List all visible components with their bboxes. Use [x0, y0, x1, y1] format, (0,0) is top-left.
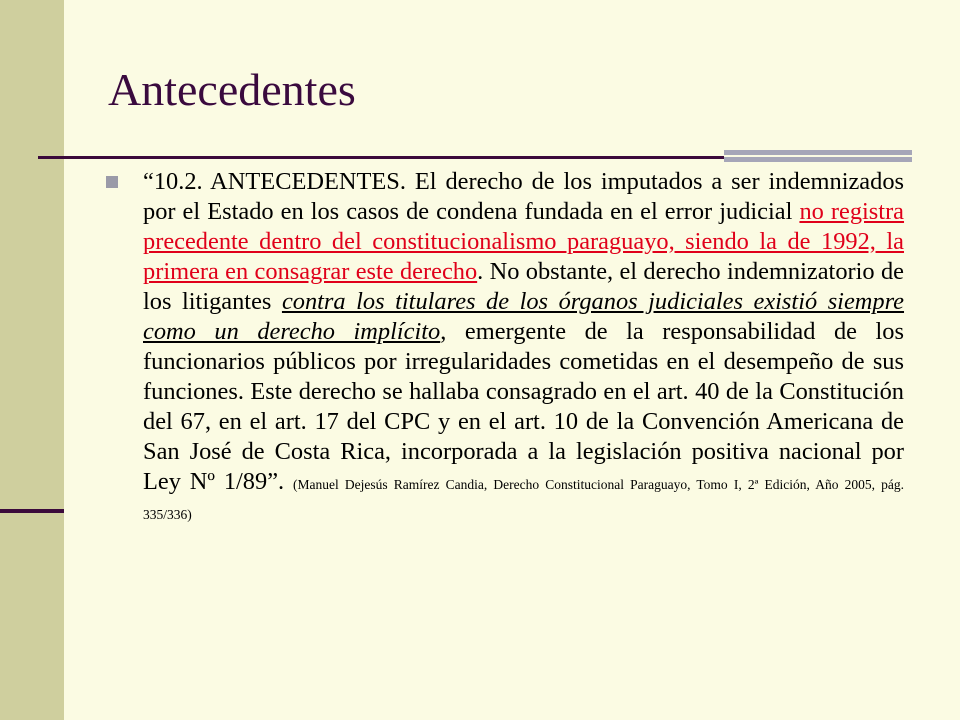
left-band-divider — [0, 509, 64, 513]
slide-title: Antecedentes — [108, 64, 356, 115]
left-decorative-band — [0, 0, 64, 720]
quote-citation: (Manuel Dejesús Ramírez Candia, Derecho Constitucional Paraguayo, Tomo I, 2ª Edición, Año 2005, pág. 335/336) — [143, 477, 904, 522]
bullet-square-icon — [106, 176, 118, 188]
title-underline — [38, 156, 724, 159]
quote-paragraph — [143, 167, 904, 527]
quote-text-part3: , emergente de la responsabilidad de los funcionarios públicos por irregularidades cometidas en el desempeño de sus funciones. Este derecho se hallaba consagrado en el art. 40 de la Constitución del 67, en el art. 17 del CPC y en el art. 10 de la Convención Americana de San José de Costa Rica, incorporada a la legislación positiva nacional por Ley Nº 1/89”. — [143, 318, 904, 495]
quote-highlight-italic: contra los titulares de los órganos judiciales existió siempre como un derecho implícito — [143, 288, 905, 345]
title-underline-accent — [724, 150, 912, 162]
quote-highlight-red: no registra precedente dentro del constitucionalismo paraguayo, siendo la de 1992, la primera en consagrar este derecho — [143, 198, 905, 285]
quote-text-part1: “10.2. ANTECEDENTES. El derecho de los imputados a ser indemnizados por el Estado en los casos de condena fundada en el error judicial — [143, 168, 904, 225]
quote-text-part2: . No obstante, el derecho indemnizatorio de los litigantes — [143, 258, 904, 315]
